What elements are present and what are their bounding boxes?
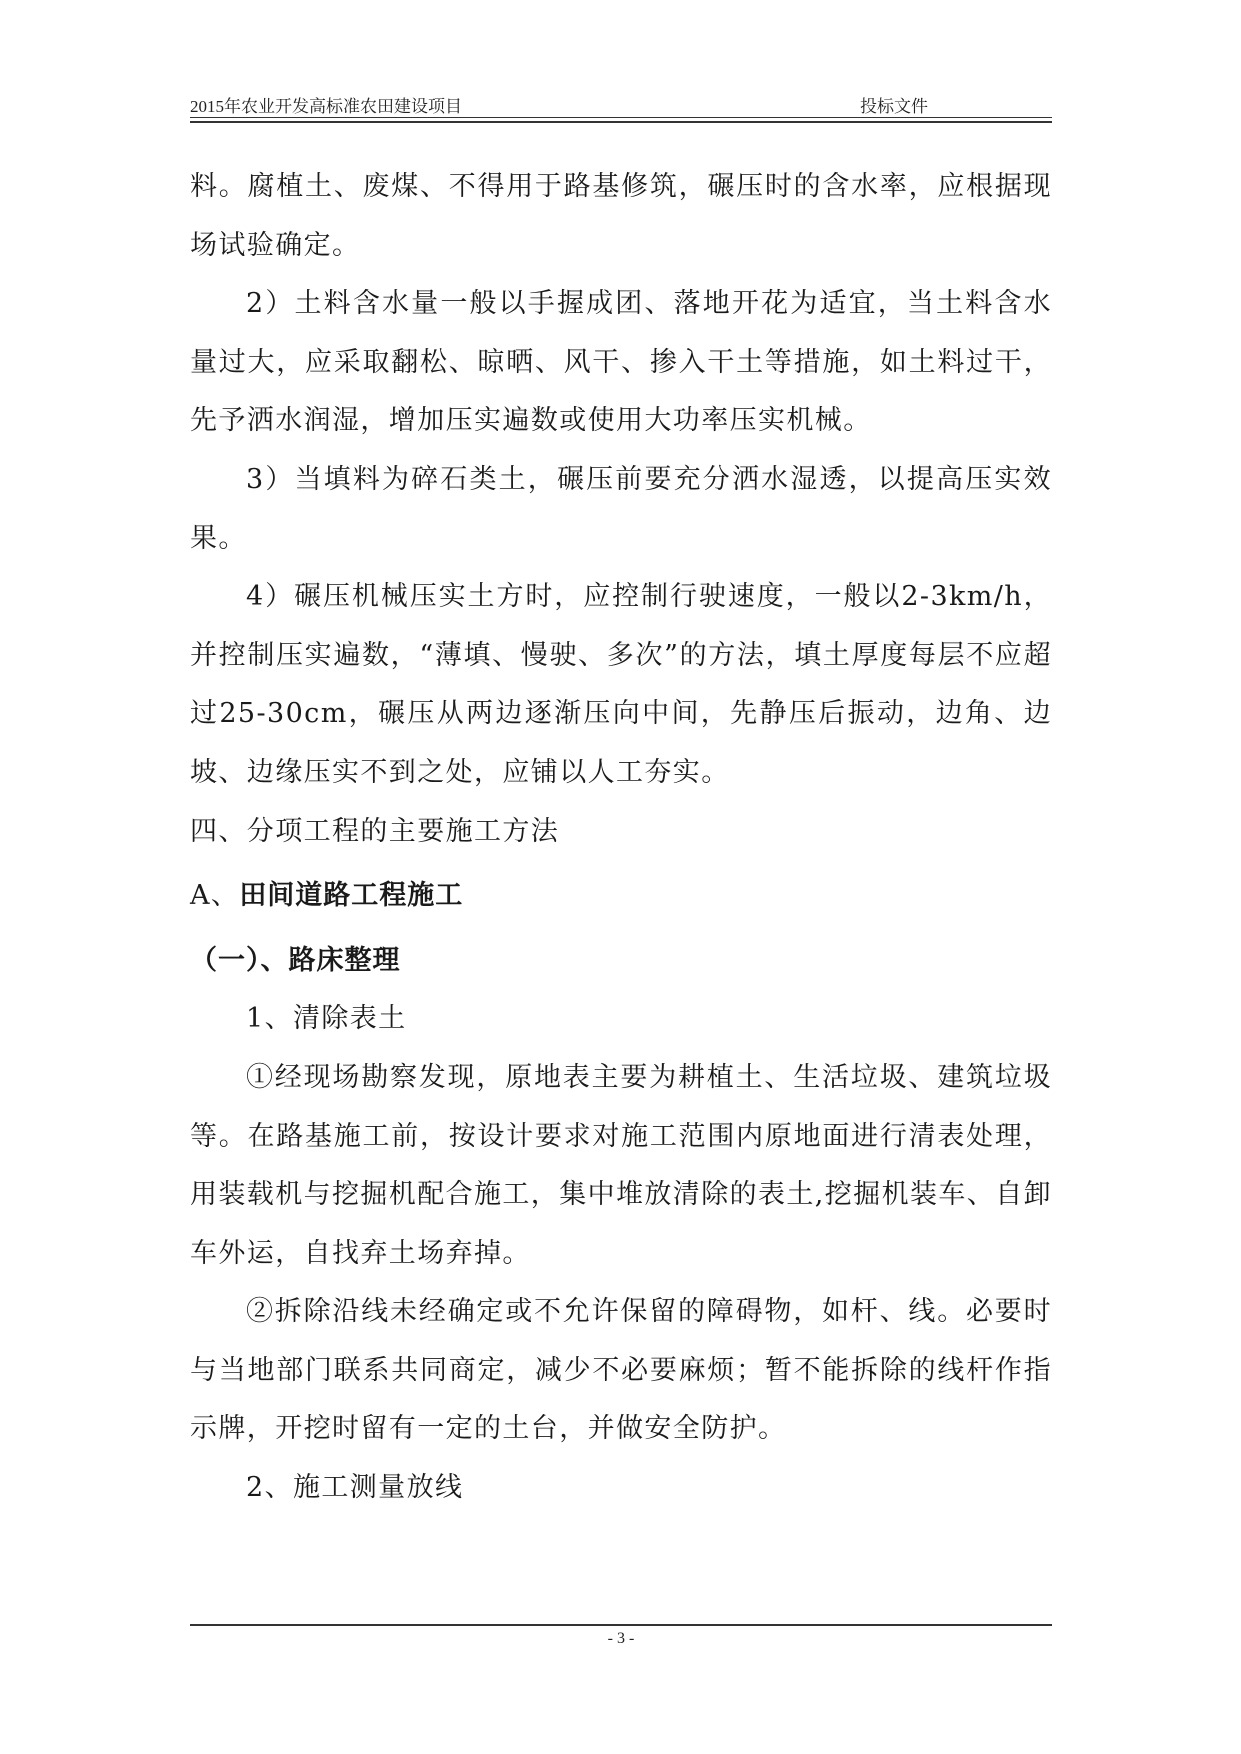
page-header xyxy=(190,88,1052,116)
paragraph-remove-obstacles: ②拆除沿线未经确定或不允许保留的障碍物，如杆、线。必要时与当地部门联系共同商定，减少不必要麻烦；暂不能拆除的线杆作指示牌，开挖时留有一定的土台，并做安全防护。 xyxy=(190,1296,1052,1445)
paragraph-clear-topsoil: ①经现场勘察发现，原地表主要为耕植土、生活垃圾、建筑垃圾等。在路基施工前，按设计要求对施工范围内原地面进行清表处理，用装载机与挖掘机配合施工，集中堆放清除的表土,挖掘机装车、自卸车外运，自找弃土场弃掉。 xyxy=(190,1061,1052,1269)
heading-subsection-1: （一）、路床整理 xyxy=(190,944,401,976)
paragraph-item-2: 2）土料含水量一般以手握成团、落地开花为适宜，当土料含水量过大，应采取翻松、晾晒、风干、掺入干土等措施，如土料过干，先予洒水润湿，增加压实遍数或使用大功率压实机械。 xyxy=(190,288,1052,437)
page-footer xyxy=(190,1624,1052,1648)
heading-a xyxy=(190,867,1052,926)
footer-rule xyxy=(190,1624,1052,1626)
item-heading-1: 1、清除表土 xyxy=(246,1003,407,1035)
item-heading-2: 2、施工测量放线 xyxy=(246,1472,464,1504)
page-body xyxy=(190,158,1052,1518)
heading-a-text: 田间道路工程施工 xyxy=(239,880,464,912)
header-rule-thick xyxy=(190,121,1052,123)
header-project-title: 2015年农业开发高标准农田建设项目 xyxy=(190,97,462,116)
paragraph-item-4: 4）碾压机械压实土方时，应控制行驶速度，一般以2-3km/h，并控制压实遍数，“薄填、慢驶、多次”的方法，填土厚度每层不应超过25-30cm，碾压从两边逐渐压向中间，先静压后振动，边角、边坡、边缘压实不到之处，应铺以人工夯实。 xyxy=(190,581,1052,788)
paragraph-continuation: 料。腐植土、废煤、不得用于路基修筑，碾压时的含水率，应根据现场试验确定。 xyxy=(190,171,1052,261)
page-number: - 3 - xyxy=(607,1630,635,1647)
paragraph-item-3: 3）当填料为碎石类土，碾压前要充分洒水湿透，以提高压实效果。 xyxy=(190,463,1052,554)
section-heading-four: 四、分项工程的主要施工方法 xyxy=(190,815,560,847)
header-document-type: 投标文件 xyxy=(860,97,928,116)
header-rule-thin xyxy=(190,117,1052,118)
heading-a-prefix: A、 xyxy=(190,880,240,912)
